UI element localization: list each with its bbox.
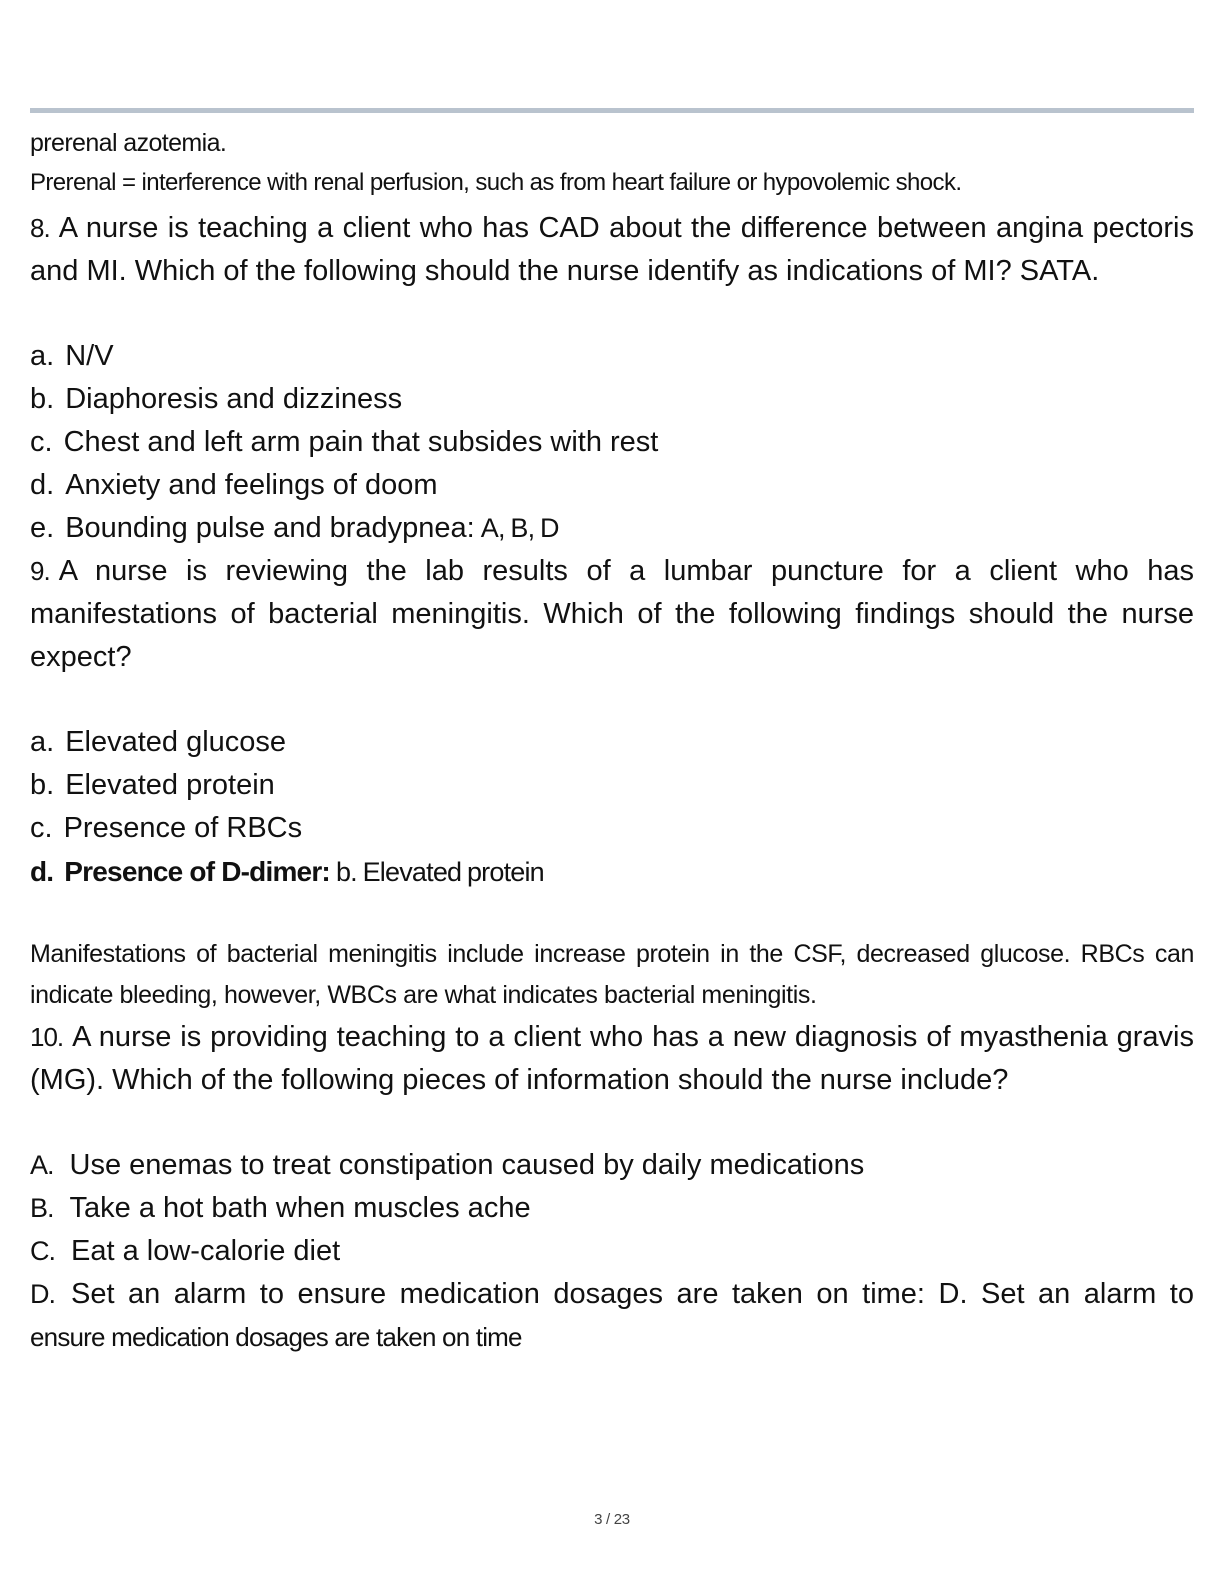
option-row (30, 1144, 1194, 1187)
option-letter: A. (30, 1150, 54, 1180)
answer-key: D. Set an alarm to (938, 1278, 1194, 1310)
option-text: Chest and left arm pain that subsides with rest (63, 426, 659, 458)
question-10-options (30, 1144, 1194, 1359)
option-letter: c. (30, 812, 53, 844)
option-letter: D. (30, 1279, 55, 1309)
option-text: Take a hot bath when muscles ache (69, 1192, 531, 1224)
option-letter: a. (30, 340, 55, 372)
option-text: Diaphoresis and dizziness (65, 383, 403, 415)
question-9-prompt (30, 550, 1194, 679)
option-letter: C. (30, 1236, 55, 1266)
option-text: Presence of RBCs (63, 812, 303, 844)
option-row (30, 464, 1194, 507)
option-letter: b. (30, 769, 55, 801)
question-9-options (30, 721, 1194, 894)
option-text: Presence of D-dimer: (64, 856, 330, 887)
answer-key-continued: ensure medication dosages are taken on time (30, 1322, 522, 1352)
question-10-text: A nurse is providing teaching to a client who has a new diagnosis of myasthenia gravis (MG). Which of the following pieces of information should the nurse include? (30, 1021, 1194, 1096)
option-text: Bounding pulse and bradypnea: (65, 512, 475, 544)
option-row (30, 335, 1194, 378)
rationale-meningitis: Manifestations of bacterial meningitis include increase protein in the CSF, decreased glucose. RBCs can indicate bleeding, however, WBCs are what indicates bacterial meningitis. (30, 940, 1194, 1009)
option-letter: B. (30, 1193, 54, 1223)
option-row (30, 1273, 1194, 1359)
option-row (30, 1230, 1194, 1273)
question-9-number: 9. (30, 556, 50, 586)
section-divider (30, 108, 1194, 113)
option-letter: d. (30, 469, 55, 501)
option-letter: d. (30, 856, 54, 887)
option-letter: a. (30, 726, 55, 758)
option-text: Anxiety and feelings of doom (65, 469, 438, 501)
option-row (30, 507, 1194, 550)
rationale-prerenal: Prerenal = interference with renal perfusion, such as from heart failure or hypovolemic shock. (30, 169, 962, 196)
question-8-text: A nurse is teaching a client who has CAD about the difference between angina pectoris and MI. Which of the following should the nurse identify as indications of MI? SATA. (30, 212, 1194, 287)
option-letter: b. (30, 383, 55, 415)
option-text: Elevated protein (65, 769, 275, 801)
answer-key: A, B, D (480, 513, 559, 543)
option-row (30, 421, 1194, 464)
question-10-prompt (30, 1016, 1194, 1102)
page-number: 3 / 23 (594, 1511, 630, 1528)
option-row (30, 721, 1194, 764)
question-9-text: A nurse is reviewing the lab results of a lumbar puncture for a client who has manifestations of bacterial meningitis. Which of the following findings should the nurse expect? (30, 555, 1194, 673)
option-text: Eat a low-calorie diet (71, 1235, 341, 1267)
question-8-options (30, 335, 1194, 550)
option-text: Use enemas to treat constipation caused by daily medications (69, 1149, 865, 1181)
option-row (30, 378, 1194, 421)
option-row (30, 850, 1194, 894)
question-8-number: 8. (30, 213, 50, 243)
question-10-number: 10. (30, 1022, 64, 1052)
option-text: Set an alarm to ensure medication dosages are taken on time: (71, 1278, 925, 1310)
option-row (30, 764, 1194, 807)
option-letter: e. (30, 512, 55, 544)
option-letter: c. (30, 426, 53, 458)
option-row (30, 807, 1194, 850)
question-8-prompt (30, 207, 1194, 293)
option-text: N/V (65, 340, 114, 372)
option-row (30, 1187, 1194, 1230)
answer-note-prerenal: prerenal azotemia. (30, 129, 227, 157)
option-text: Elevated glucose (65, 726, 287, 758)
answer-key: b. Elevated protein (335, 857, 544, 887)
